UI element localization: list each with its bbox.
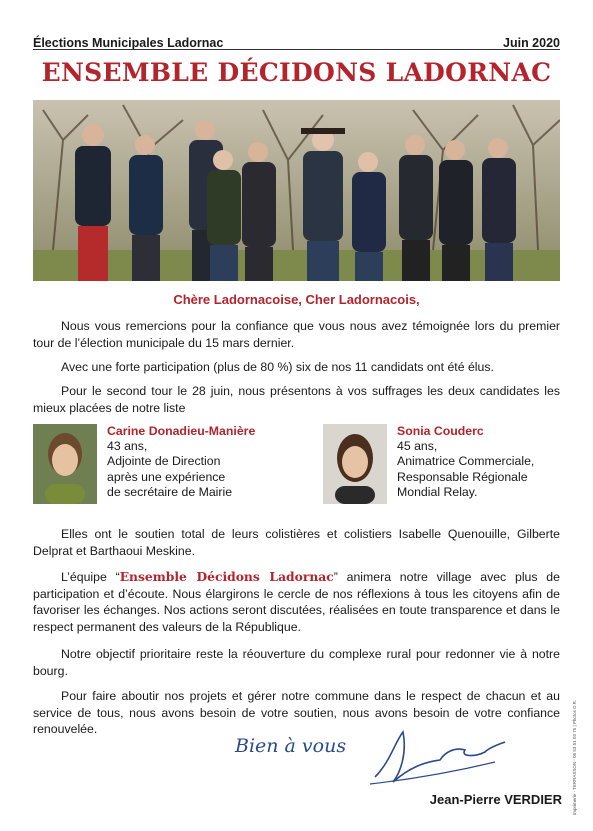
top-bar bbox=[33, 30, 560, 50]
paragraph-objective: Notre objectif prioritaire reste la réouverture du complexe rural pour redonner vie à notre bourg. bbox=[33, 647, 560, 678]
paragraph-second-round: Pour le second tour le 28 juin, nous présentons à vos suffrages les deux candidates les mieux placées de notre liste bbox=[33, 384, 560, 415]
group-photo bbox=[33, 100, 560, 281]
handwritten-signature bbox=[365, 722, 515, 792]
candidate-portrait-carine bbox=[33, 424, 97, 504]
candidate-detail: 43 ans, bbox=[107, 439, 148, 454]
candidate-detail: après une expérience bbox=[107, 469, 226, 484]
candidate-detail: 45 ans, bbox=[397, 439, 438, 454]
candidate-name: Carine Donadieu-Manière bbox=[107, 424, 256, 438]
election-title: Élections Municipales Ladornac bbox=[33, 36, 224, 50]
header-divider bbox=[33, 49, 560, 50]
candidate-detail: de secrétaire de Mairie bbox=[107, 484, 233, 499]
paragraph-needs: Pour faire aboutir nos projets et gérer notre commune dans le respect de chacun et au service de tous, nous avons besoin de votre soutien, nous avons besoin de votre confiance renouvelée. bbox=[33, 689, 560, 736]
printer-credit: Imprimerie - TERRASSON - 05 53 51 03 75 | Photos D.R. bbox=[572, 699, 577, 815]
issue-date: Juin 2020 bbox=[503, 36, 560, 50]
paragraph-thanks: Nous vous remercions pour la confiance que vous nous avez témoignée lors du premier tour de l’élection municipale du 15 mars dernier. bbox=[33, 319, 560, 350]
paragraph-team: L’équipe “Ensemble Décidons Ladornac” animera notre village avec plus de participation et d’écoute. Nous élargirons le cercle de nos réflexions à tous les citoyens afin de favoriser les échanges. Nos actions seront discutées, réalisées en toute transparence et dans le respect permanent des valeurs de la République. bbox=[33, 569, 560, 634]
candidate-portrait-sonia bbox=[323, 424, 387, 504]
candidate-name: Sonia Couderc bbox=[397, 424, 484, 438]
candidate-detail: Adjointe de Direction bbox=[107, 454, 221, 469]
candidate-card-sonia bbox=[323, 424, 534, 504]
candidate-detail: Mondial Relay. bbox=[397, 484, 478, 499]
paragraph-participation: Avec une forte participation (plus de 80 %) six de nos 11 candidats ont été élus. bbox=[61, 360, 494, 374]
team-name: Ensemble Décidons Ladornac bbox=[119, 569, 334, 584]
signer-name: Jean-Pierre VERDIER bbox=[429, 792, 562, 807]
paragraph-support: Elles ont le soutien total de leurs colistières et colistiers Isabelle Quenouille, Gilberte Delprat et Barthaoui Meskine. bbox=[33, 527, 560, 558]
group-photo-image bbox=[33, 100, 560, 281]
candidate-detail: Responsable Régionale bbox=[397, 469, 528, 484]
closing-salutation: Bien à vous bbox=[235, 735, 347, 757]
candidate-detail: Animatrice Commerciale, bbox=[397, 454, 535, 469]
candidate-card-carine bbox=[33, 424, 255, 504]
greeting: Chère Ladornacoise, Cher Ladornacois, bbox=[173, 292, 420, 307]
page-headline: ENSEMBLE DÉCIDONS LADORNAC bbox=[41, 58, 552, 87]
